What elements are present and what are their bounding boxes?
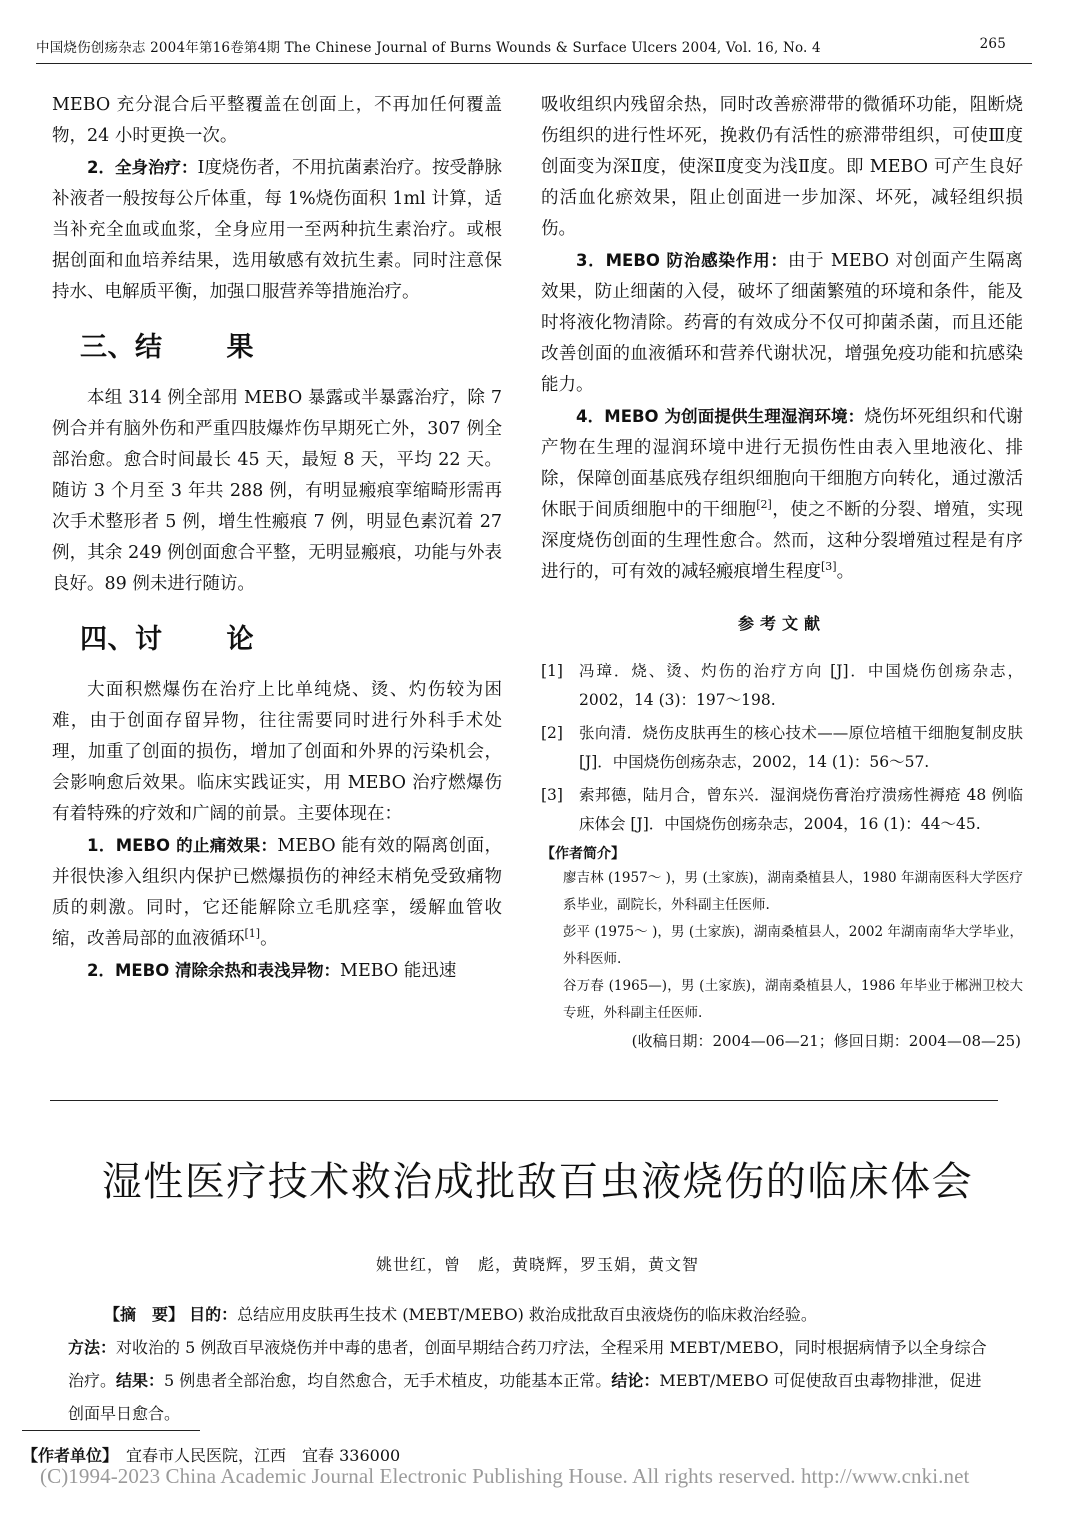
reference-item: [2] 张向清．烧伤皮肤再生的核心技术——原位培植干细胞复制皮肤 [J]．中国烧伤创疡杂志，2002，14 (1)：56～57. xyxy=(541,724,1023,771)
citation-2: [2] xyxy=(756,498,772,512)
author-affiliation: 【作者单位】 宜春市人民医院，江西 宜春 336000 xyxy=(22,1446,401,1465)
reference-list xyxy=(541,657,1023,839)
abstract-objective: 总结应用皮肤再生技术 (MEBT/MEBO) 救治成批敌百虫液烧伤的临床救治经验。 xyxy=(237,1305,817,1324)
article-title: 湿性医疗技术救治成批敌百虫液烧伤的临床体会 xyxy=(101,1159,974,1205)
citation-3: [3] xyxy=(821,560,837,574)
author-bio-3: 谷万春 (1965—)，男 (土家族)，湖南桑植县人，1986 年毕业于郴洲卫校大专班，外科副主任医师. xyxy=(563,978,1023,1021)
paragraph-analgesic-effect: 1．MEBO 的止痛效果：MEBO 能有效的隔离创面，并很快渗入组织内保护已燃爆损伤的神经末梢免受致痛物质的刺激。同时，它还能解除立毛肌痉挛，缓解血管收缩，改善局部的血液循环[1]。 xyxy=(52,836,502,949)
left-column xyxy=(52,90,502,987)
abstract: 【摘 要】 目的：总结应用皮肤再生技术 (MEBT/MEBO) 救治成批敌百虫液烧伤的临床救治经验。 方法：对收治的 5 例敌百早液烧伤并中毒的患者，创面早期结合药刀疗法，全程采用 MEBT/MEBO，同时根据病情予以全身综合治疗。结果：5 例患者全部治愈，均自然愈合，无手术植皮，功能基本正常。结论：MEBT/MEBO 可促使敌百虫毒物排泄，促进创面早日愈合。 xyxy=(68,1305,987,1423)
right-column xyxy=(541,90,1023,1055)
abstract-label: 【摘 要】 xyxy=(104,1305,185,1324)
heading-systemic-treatment: 2．全身治疗： xyxy=(87,158,198,177)
references-heading: 参考文献 xyxy=(737,614,826,633)
paragraph-mebo-apply: MEBO 充分混合后平整覆盖在创面上，不再加任何覆盖物，24 小时更换一次。 xyxy=(52,95,502,146)
article-authors: 姚世红，曾 彪，黄晓辉，罗玉娟，黄文智 xyxy=(375,1255,699,1274)
reference-item: [1] 冯璋．烧、烫、灼伤的治疗方向 [J]．中国烧伤创疡杂志，2002，14 (3)：197～198. xyxy=(541,662,1023,709)
footnote-rule xyxy=(22,1430,200,1431)
page-number: 265 xyxy=(979,36,1006,52)
header-rule xyxy=(36,63,1032,64)
abstract-method: 对收治的 5 例敌百早液烧伤并中毒的患者，创面早期结合药刀疗法，全程采用 MEBT/MEBO，同时根据病情予以全身综合治疗。 xyxy=(68,1338,987,1390)
paragraph-systemic-treatment: 2．全身治疗：Ⅰ度烧伤者，不用抗菌素治疗。按受静脉补液者一般按每公斤体重，每 1%烧伤面积 1ml 计算，适当补充全血或血浆，全身应用一至两种抗生素治疗。或根据创面和血培养结果，选用敏感有效抗生素。同时注意保持水、电解质平衡，加强口服营养等措施治疗。 xyxy=(52,158,502,302)
citation-1: [1] xyxy=(244,927,261,941)
reference-item: [3] 索邦德，陆月合，曾东兴．湿润烧伤膏治疗溃疡性褥疮 48 例临床体会 [J]．中国烧伤创疡杂志，2004，16 (1)：44～45. xyxy=(541,786,1023,833)
abstract-conclusion: MEBT/MEBO 可促使敌百虫毒物排泄，促进创面早日愈合。 xyxy=(68,1371,982,1423)
author-bio-1: 廖吉林 (1957～ )，男 (土家族)，湖南桑植县人，1980 年湖南医科大学医疗系毕业，副院长，外科副主任医师. xyxy=(563,870,1023,913)
copyright-watermark: (C)1994-2023 China Academic Journal Electronic Publishing House. All rights reserved. http://www.cnki.net xyxy=(40,1464,970,1488)
paragraph-heat-removal: 2．MEBO 清除余热和表浅异物：MEBO 能迅速 xyxy=(87,961,457,981)
paragraph-infection-control: 3．MEBO 防治感染作用：由于 MEBO 对创面产生隔离效果，防止细菌的入侵，破坏了细菌繁殖的环境和条件，能及时将液化物清除。药膏的有效成分不仅可抑菌杀菌，而且还能改善创面的血液循环和营养代谢状况，增强免疫功能和抗感染能力。 xyxy=(541,251,1023,395)
paragraph-discussion-intro: 大面积燃爆伤在治疗上比单纯烧、烫、灼伤较为困难，由于创面存留异物，往往需要同时进行外科手术处理，加重了创面的损伤，增加了创面和外界的污染机会，会影响愈后效果。临床实践证实，用 MEBO 治疗燃爆伤有着特殊的疗效和广阔的前景。主要体现在： xyxy=(52,680,502,824)
running-head-text: 中国烧伤创疡杂志 2004年第16卷第4期 The Chinese Journal of Burns Wounds & Surface Ulcers 2004, Vol. 16, No. 4 xyxy=(36,40,821,56)
section-heading-discussion: 四、讨 论 xyxy=(80,624,254,655)
section-heading-results: 三、结 果 xyxy=(80,332,254,363)
paragraph-moist-environment: 4．MEBO 为创面提供生理湿润环境：烧伤坏死组织和代谢产物在生理的湿润环境中进行无损伤性由表入里地液化、排除，保障创面基底残存组织细胞向干细胞方向转化，通过激活休眠于间质细胞中的干细胞[2]，使之不断的分裂、增殖，实现深度烧伤创面的生理性愈合。然而，这种分裂增殖过程是有序进行的，可有效的减轻瘢痕增生程度[3]。 xyxy=(541,407,1024,582)
paragraph-results: 本组 314 例全部用 MEBO 暴露或半暴露治疗，除 7 例合并有脑外伤和严重四肢爆炸伤早期死亡外，307 例全部治愈。愈合时间最长 45 天，最短 8 天，平均 22 天。随访 3 个月至 3 年共 288 例，有明显瘢痕挛缩畸形需再次手术整形者 5 例，增生性瘢痕 7 例，明显色素沉着 27 例，其余 249 例创面愈合平整，无明显瘢痕，功能与外表良好。89 例未进行随访。 xyxy=(52,388,502,594)
received-dates: (收稿日期：2004—06—21；修回日期：2004—08—25) xyxy=(631,1032,1021,1050)
paragraph-heat-removal-cont: 吸收组织内残留余热，同时改善瘀滞带的微循环功能，阻断烧伤组织的进行性坏死，挽救仍有活性的瘀滞带组织，可使Ⅲ度创面变为深Ⅱ度，使深Ⅱ度变为浅Ⅱ度。即 MEBO 可产生良好的活血化瘀效果，阻止创面进一步加深、坏死，减轻组织损伤。 xyxy=(541,95,1023,239)
author-bio-heading: 【作者简介】 xyxy=(541,846,625,862)
author-bio-2: 彭平 (1975～ )，男 (土家族)，湖南桑植县人，2002 年湖南南华大学毕业，外科医师. xyxy=(563,924,1023,967)
abstract-result: 5 例患者全部治愈，均自然愈合，无手术植皮，功能基本正常。 xyxy=(164,1371,612,1390)
article-divider xyxy=(50,1100,998,1101)
